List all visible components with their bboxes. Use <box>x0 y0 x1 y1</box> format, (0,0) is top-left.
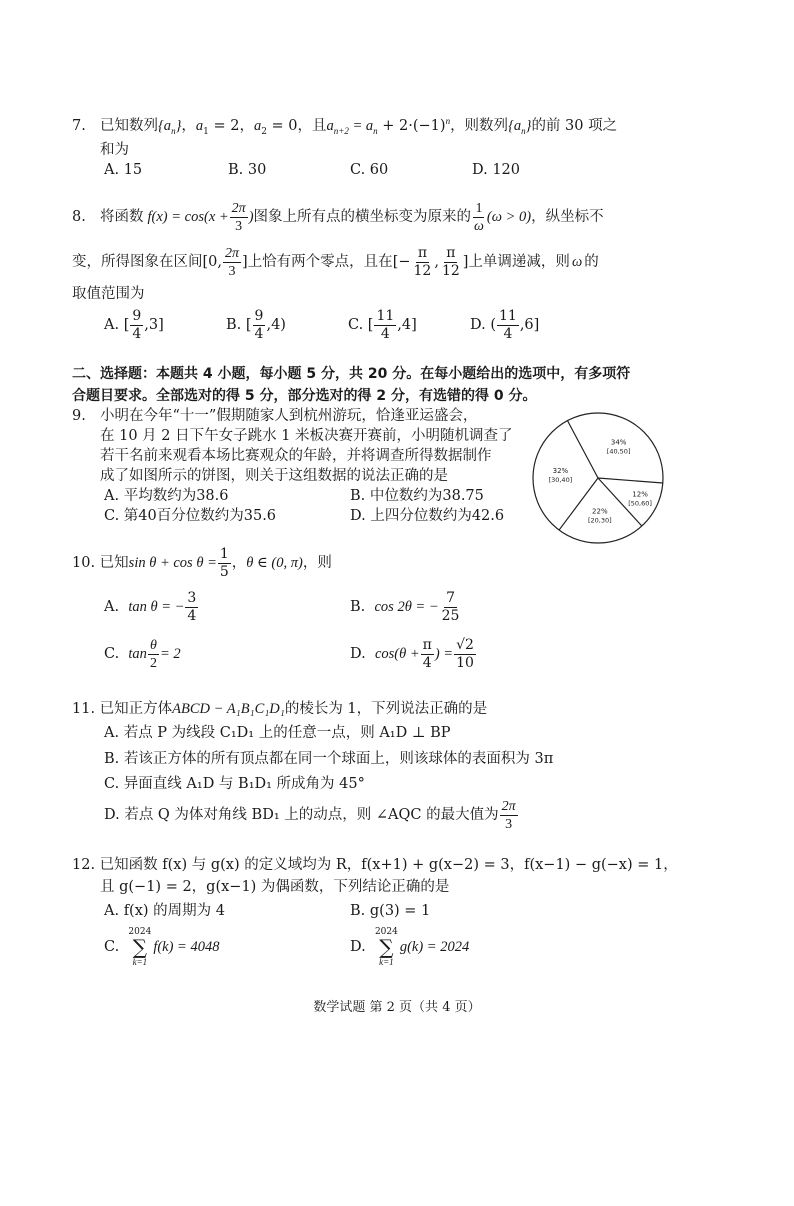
q8-stem-line1: 将函数 f(x) = cos(x + $\frac{2\pi}{3}$ ) 图象上所有点的横坐标变为原来的 $\frac{1}{\omega}$ (ω > 0) ，纵坐标不 <box>100 200 604 234</box>
pie-slice-percent-label: 22% <box>592 507 608 516</box>
q10-stem: 10. 已知 sin θ + cos θ = $\frac{1}{5}$ ， θ ∈ (0, π) ，则 <box>72 545 332 580</box>
q9-option-a: A. 平均数约为38.6 <box>104 488 229 504</box>
q12-option-d: D. 2024 ∑ k=1 g(k) = 2024 <box>350 927 470 967</box>
q7-stem-line2: 和为 <box>100 142 129 158</box>
q7-option-a: A. 15 <box>104 162 143 178</box>
pie-slice-range-label: [20,30] <box>587 516 612 525</box>
q11-option-c: C. 异面直线 A₁D 与 B₁D₁ 所成角为 45° <box>104 776 365 792</box>
pie-slice-range-label: [40,50] <box>606 447 631 456</box>
section2-heading-line1: 二、选择题：本题共 4 小题，每小题 5 分，共 20 分。在每小题给出的选项中，有多项符 <box>72 366 631 382</box>
q9-stem-line1: 小明在今年“十一”假期随家人到杭州游玩，恰逢亚运盛会， <box>100 408 478 424</box>
q9-stem-line4: 成了如图所示的饼图，则关于这组数据的说法正确的是 <box>100 468 448 484</box>
pie-slice-range-label: [50,60] <box>628 499 652 508</box>
pie-slice-percent-label: 12% <box>632 490 648 499</box>
q7-stem-line1: 已知数列$\{a_n\}$，$a_1 = 2$，$a_2 = 0$，且$a_{n+2} = a_n + 2\cdot(-1)^n$，则数列$\{a_n\}$的前 30 项之 <box>100 116 618 137</box>
q7-number: 7. <box>72 118 86 134</box>
page-footer: 数学试题 第 2 页（共 4 页） <box>313 1000 481 1015</box>
q9-stem-line3: 若干名前来观看本场比赛观众的年龄，并将调查所得数据制作 <box>100 448 492 464</box>
pie-slice-percent-label: 32% <box>552 467 569 476</box>
q9-option-c: C. 第40百分位数约为35.6 <box>104 508 277 524</box>
q9-number: 9. <box>72 408 86 424</box>
q12-stem-line1: 12. 已知函数 f(x) 与 g(x) 的定义域均为 R，f(x+1) + g(x−2) = 3，f(x−1) − g(−x) = 1， <box>72 857 678 873</box>
q9-stem-line2: 在 10 月 2 日下午女子跳水 1 米板决赛开赛前，小明随机调查了 <box>100 428 513 444</box>
q7-option-d: D. 120 <box>472 162 521 178</box>
q8-option-d: D. ( $\frac{11}{4}$ ,6] <box>470 307 540 342</box>
q8-option-a: A. [ $\frac{9}{4}$ ,3] <box>104 307 164 342</box>
q8-option-b: B. [ $\frac{9}{4}$ ,4) <box>226 307 286 342</box>
q10-option-c: C. tan $\frac{\theta}{2}$ = 2 <box>104 637 181 671</box>
q8-stem-line3: 取值范围为 <box>72 286 145 302</box>
pie-slice-percent-label: 34% <box>610 438 627 447</box>
q11-option-d: D. 若点 Q 为体对角线 BD₁ 上的动点，则 ∠AQC 的最大值为 $\frac{2\pi}{3}$ <box>104 798 516 832</box>
q8-stem-line2: 变，所得图象在区间 [0, $\frac{2\pi}{3}$ ] 上恰有两个零点，且在 [− $\frac{\pi}{12}$ , $\frac{\pi}{12}$ ] 上单调递减，则 ω 的 <box>72 244 599 279</box>
age-pie-chart <box>530 410 666 546</box>
q12-stem-line2: 且 g(−1) = 2，g(x−1) 为偶函数，下列结论正确的是 <box>100 879 450 895</box>
section2-heading-line2: 合题目要求。全部选对的得 5 分，部分选对的得 2 分，有选错的得 0 分。 <box>72 388 537 404</box>
q11-option-a: A. 若点 P 为线段 C₁D₁ 上的任意一点，则 A₁D ⊥ BP <box>104 725 451 741</box>
q12-option-a: A. f(x) 的周期为 4 <box>104 903 225 919</box>
q10-option-b: B. cos 2θ = − $\frac{7}{25}$ <box>350 589 460 624</box>
q8-number: 8. <box>72 209 86 225</box>
q7-option-c: C. 60 <box>350 162 389 178</box>
q12-option-c: C. 2024 ∑ k=1 f(k) = 4048 <box>104 927 220 967</box>
q10-option-d: D. cos(θ + $\frac{\pi}{4}$ ) = $\frac{√2}{10}$ <box>350 636 474 671</box>
q10-option-a: A. tan θ = − $\frac{3}{4}$ <box>104 589 197 624</box>
q12-option-b: B. g(3) = 1 <box>350 903 431 919</box>
q7-option-b: B. 30 <box>228 162 267 178</box>
q11-option-b: B. 若该正方体的所有顶点都在同一个球面上，则该球体的表面积为 3π <box>104 751 554 767</box>
q8-option-c: C. [ $\frac{11}{4}$ ,4] <box>348 307 417 342</box>
q9-option-b: B. 中位数约为38.75 <box>350 488 484 504</box>
pie-slice-range-label: [30,40] <box>548 476 573 485</box>
q9-option-d: D. 上四分位数约为42.6 <box>350 508 505 524</box>
q11-stem: 11. 已知正方体ABCD − A₁B₁C₁D₁的棱长为 1，下列说法正确的是 <box>72 701 488 717</box>
